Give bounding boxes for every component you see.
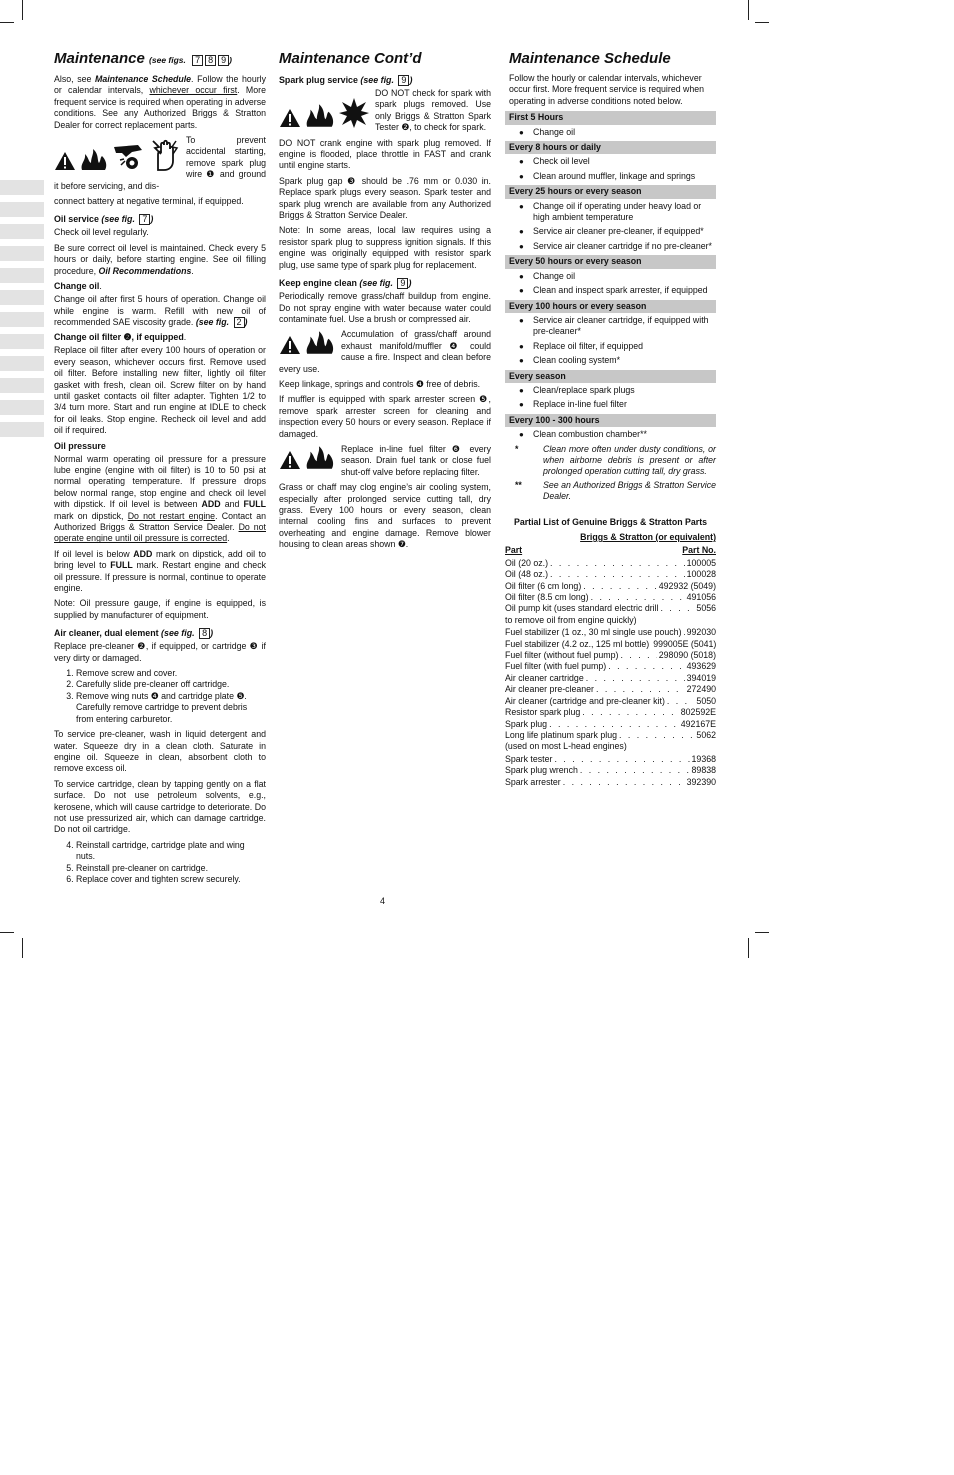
crop-mark [0, 22, 14, 23]
crop-mark [22, 0, 23, 20]
footnote: ** See an Authorized Briggs & Stratton Service Dealer. [515, 479, 716, 502]
list-item: ● Replace in-line fuel filter [505, 399, 716, 410]
list-item: ● Clean around muffler, linkage and springs [505, 171, 716, 182]
warning-icons [54, 139, 180, 171]
schedule-interval: Every 50 hours or every season [505, 255, 716, 268]
column-maintenance-contd [279, 50, 491, 555]
warning-side-text: To prevent accidental starting, remove spark plug wire ❶ and ground it before servicing, and dis- [54, 135, 266, 191]
schedule-intro: Follow the hourly or calendar intervals, whichever occur first. More frequent service is required when operating in adverse conditions noted below. [509, 73, 705, 106]
table-row: Air cleaner pre-cleaner . . . 272490 [505, 684, 716, 695]
table-row: Oil filter (8.5 cm long) . . . 491056 [505, 592, 716, 603]
parts-list-brand: Briggs & Stratton (or equivalent) [580, 532, 716, 542]
list-item: 2. Carefully slide pre-cleaner off cartridge. [76, 679, 266, 690]
air-cleaner-heading: Air cleaner, dual element (see fig. 8 ) [54, 628, 214, 639]
fire-icon [80, 149, 108, 171]
oil-service-heading: Oil service (see fig. 7 ) [54, 214, 154, 225]
schedule-list [505, 429, 716, 440]
crop-mark [748, 938, 749, 958]
oil-service-level: Be sure correct oil level is maintained. Check every 5 hours or daily, before starting engine. See oil filling procedure, Oil Recommendations. [54, 242, 266, 276]
schedule-footnotes [505, 444, 716, 503]
crop-mark [755, 22, 769, 23]
oil-pressure-text: Normal warm operating oil pressure for a pressure lube engine (engine with oil filter) is 10 to 50 psi at normal operating temperature. If pressure drops below normal range, stop engine and check oil level with dipstick. If oil level is between ADD and FULL mark on dipstick, Do not restart engine. Contact an Authorized Briggs & Stratton Service Dealer. Do not operate engine until oil pressure is corrected. [54, 453, 267, 544]
table-row: Air cleaner cartridge . . . 394019 [505, 673, 716, 684]
fire-icon [305, 104, 335, 128]
list-item: ● Service air cleaner cartridge if no pre-cleaner* [505, 241, 716, 252]
fuel-filter-warning-text: Replace in-line fuel filter ❻ every season. Drain fuel tank or close fuel shut-off valve before replacing filter. [341, 443, 491, 477]
grass-fire-warning [279, 329, 491, 379]
list-item: 5. Reinstall pre-cleaner on cartridge. [76, 863, 266, 874]
warning-icons [279, 98, 369, 128]
grass-fire-warning-text: Accumulation of grass/chaff around exhaust manifold/muffler ❹ could cause a fire. Inspect and clean before every use. [279, 329, 491, 374]
keep-clean-text: Periodically remove grass/chaff buildup from engine. Do not spray engine with water because water could contaminate fuel. Use a brush or compressed air. [279, 291, 491, 324]
table-row: Fuel stabilizer (1 oz., 30 ml single use pouch) . . . 992030 [505, 627, 716, 638]
spark-gap-text: Spark plug gap ❸ should be .76 mm or 0.030 in. Replace spark plugs every season. Spark tester and spark plug wrench are available from any Authorized Briggs & Stratton Service Dealer. [279, 175, 491, 221]
spark-warning [279, 88, 491, 138]
cartridge-service: To service cartridge, clean by tapping gently on a flat surface. Do not use petroleum solvents, e.g., kerosene, which will cause cartridge to deteriorate. Do not use pressurized air, which can damage cartridge. Do not oil cartridge. [54, 778, 266, 835]
warning-triangle-icon [279, 450, 301, 470]
schedule-interval: Every 100 - 300 hours [505, 414, 716, 427]
schedule-list [505, 201, 716, 253]
change-oil-filter-heading: Change oil filter ❷, if equipped. [54, 332, 187, 343]
spark-note-text: Note: In some areas, local law requires using a resistor spark plug to suppress ignition signals. If this engine was originally equipped with resistor spark plug, use same type of spark plug for replacement. [279, 225, 491, 270]
change-oil-text: Change oil after first 5 hours of operation. Change oil while engine is warm. Refill with new oil of recommended SAE viscosity grade. (see fig. 2 ) [54, 294, 266, 327]
spark-warning-text: DO NOT check for spark with spark plugs removed. Use only Briggs & Stratton Spark Tester ❷, to check for spark. [375, 88, 491, 133]
parts-list [505, 558, 716, 788]
spark-arrester-text: If muffler is equipped with spark arrester screen ❺, remove spark arrester screen for cleaning and inspection every 50 hours or every season. Replace if damaged. [279, 394, 491, 439]
column-maintenance [54, 50, 266, 889]
section-tabs [0, 180, 44, 444]
list-item: ● Clean and inspect spark arrester, if equipped [505, 285, 716, 296]
oil-pressure-low-text: If oil level is below ADD mark on dipstick, add oil to bring level to FULL mark. Restart engine and check oil pressure. If pressure is normal, continue to operate engine. [54, 548, 266, 594]
column-maintenance-schedule [505, 50, 716, 788]
list-item: 6. Replace cover and tighten screw securely. [76, 874, 266, 885]
oil-service-check: Check oil level regularly. [54, 227, 149, 238]
schedule-title: Maintenance Schedule [509, 50, 671, 67]
list-item: ● Clean cooling system* [505, 355, 716, 366]
list-item: ● Clean combustion chamber** [505, 429, 716, 440]
fire-icon [305, 331, 335, 355]
list-item: ● Change oil [505, 271, 716, 282]
schedule-list [505, 271, 716, 297]
table-row: Fuel stabilizer (4.2 oz., 125 ml bottle) 999005E (5041) [505, 638, 717, 649]
list-item: ● Change oil [505, 127, 716, 138]
hand-injury-icon [112, 141, 146, 171]
table-row: Long life platinum spark plug . . . 5062 [505, 730, 716, 741]
warning-continuation: connect battery at negative terminal, if equipped. [54, 196, 244, 207]
list-item: ● Change oil if operating under heavy load or high ambient temperature [505, 201, 716, 224]
electric-shock-icon [150, 139, 180, 171]
table-row: Resistor spark plug . . . 802592E [505, 707, 716, 718]
crop-mark [0, 932, 14, 933]
list-item: ● Check oil level [505, 156, 716, 167]
table-row: Air cleaner (cartridge and pre-cleaner kit) . . . 5050 [505, 696, 716, 707]
table-row: Fuel filter (without fuel pump) . . . 298090 (5018) [505, 650, 716, 661]
table-row: Oil filter (6 cm long) . . . 492932 (5049) [505, 581, 716, 592]
table-row: Spark tester . . . 19368 [505, 754, 716, 765]
list-item: ● Clean/replace spark plugs [505, 385, 716, 396]
schedule-list [505, 315, 716, 367]
fire-icon [305, 446, 335, 470]
maintenance-title: Maintenance (see figs. 7 8 9 ) [54, 50, 232, 67]
table-row: Oil (20 oz.) . . . 100005 [505, 558, 716, 569]
table-row-continuation: to remove oil from engine quickly) [505, 614, 637, 625]
explosion-icon [339, 98, 369, 128]
schedule-interval: Every season [505, 370, 716, 383]
spark-plug-heading: Spark plug service (see fig. 9 ) [279, 75, 413, 85]
pre-cleaner-service: To service pre-cleaner, wash in liquid detergent and water. Squeeze dry in a clean cloth. Saturate in engine oil. Squeeze in clean, absorbent cloth to remove excess oil. [54, 729, 266, 774]
table-row: Spark plug wrench . . . 89838 [505, 765, 716, 776]
table-row-continuation: (used on most L-head engines) [505, 741, 627, 752]
list-item: 4. Reinstall cartridge, cartridge plate and wing nuts. [76, 840, 266, 863]
list-item: ● Replace oil filter, if equipped [505, 341, 716, 352]
warning-triangle-icon [279, 335, 301, 355]
schedule-interval: Every 8 hours or daily [505, 141, 716, 154]
list-item: 3. Remove wing nuts ❹ and cartridge plate ❺. Carefully remove cartridge to prevent debris from entering carburetor. [76, 691, 266, 725]
warning-triangle-icon [54, 151, 76, 171]
crop-mark [748, 0, 749, 20]
spark-crank-text: DO NOT crank engine with spark plug removed. If engine is flooded, place throttle in FAST and crank until engine starts. [279, 137, 491, 171]
oil-pressure-heading: Oil pressure [54, 440, 106, 451]
schedule-list [505, 156, 716, 182]
table-row: Spark arrester . . . 392390 [505, 777, 716, 788]
schedule-list [505, 385, 716, 411]
linkage-text: Keep linkage, springs and controls ❹ free of debris. [279, 378, 481, 389]
starting-warning [54, 135, 266, 196]
air-cleaner-steps-2 [54, 840, 266, 886]
parts-list-header: Part Part No. [505, 545, 716, 556]
list-item: 1. Remove screw and cover. [76, 668, 266, 679]
list-item: ● Service air cleaner cartridge, if equipped with pre-cleaner* [505, 315, 716, 338]
maintenance-intro: Also, see Maintenance Schedule. Follow the hourly or calendar intervals, whichever occur first. More frequent service is required when operating in adverse conditions. See any Authorized Briggs & Stratton Dealer for correct replacement parts. [54, 74, 266, 130]
change-oil-filter-text: Replace oil filter after every 100 hours of operation or every season, whichever occurs first. Remove used oil filter. Before installing new filter, lightly oil filter gasket with fresh, clean oil. Screw filter on by hand until gasket contacts oil filter adapter. Tighten 1/2 to 3/4 turn more. Start and run engine at IDLE to check for oil leaks. Stop engine. Recheck oil level and add oil if required. [54, 345, 266, 436]
schedule-interval: First 5 Hours [505, 111, 716, 124]
maintenance-contd-title: Maintenance Cont’d [279, 50, 422, 67]
parts-list-title: Partial List of Genuine Briggs & Stratton Parts [513, 516, 708, 527]
schedule-interval: Every 100 hours or every season [505, 300, 716, 313]
page-number: 4 [380, 896, 386, 906]
cooling-system-text: Grass or chaff may clog engine’s air cooling system, especially after prolonged service cutting tall, dry grass. Every 100 hours or every season, clean internal cooling fins and surfaces to prevent overheating and engine damage. Remove blower housing to clean areas shown ❼. [279, 482, 491, 550]
change-oil-heading: Change oil. [54, 281, 102, 292]
crop-mark [22, 938, 23, 958]
fuel-filter-warning [279, 444, 491, 482]
table-row: Spark plug . . . 492167E [505, 719, 716, 730]
oil-pressure-note: Note: Oil pressure gauge, if engine is equipped, is supplied by manufacturer of equipment. [54, 598, 266, 620]
warning-icons [279, 331, 335, 355]
warning-triangle-icon [279, 108, 301, 128]
schedule-list [505, 127, 716, 138]
air-cleaner-steps-1 [54, 668, 266, 725]
list-item: ● Service air cleaner pre-cleaner, if equipped* [505, 226, 716, 237]
warning-icons [279, 446, 335, 470]
air-cleaner-intro: Replace pre-cleaner ❷, if equipped, or cartridge ❸ if very dirty or damaged. [54, 641, 266, 663]
crop-mark [755, 932, 769, 933]
table-row: Oil (48 oz.) . . . 100028 [505, 569, 716, 580]
keep-clean-heading: Keep engine clean (see fig. 9 ) [279, 278, 412, 289]
table-row: Fuel filter (with fuel pump) . . . 493629 [505, 661, 716, 672]
schedule-interval: Every 25 hours or every season [505, 185, 716, 198]
footnote: * Clean more often under dusty conditions, or when airborne debris is present or after prolonged operation cutting tall, dry grass. [515, 443, 716, 477]
table-row: Oil pump kit (uses standard electric drill . . . 5056 [505, 603, 716, 614]
